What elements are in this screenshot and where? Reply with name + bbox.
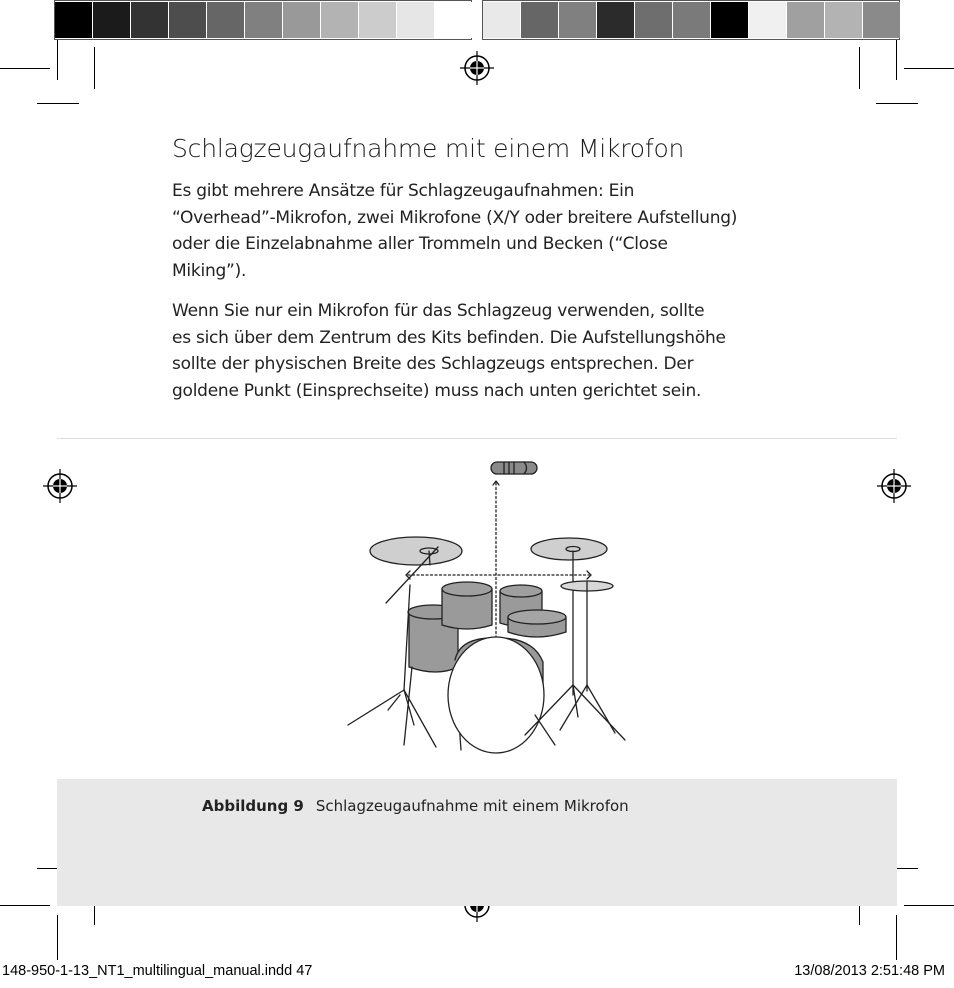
paragraph-line: oder die Einzelabnahme aller Trommeln und Becken (“Close (172, 234, 668, 254)
paragraph-line: sollte der physischen Breite des Schlagzeugs entsprechen. Der (172, 354, 694, 374)
slug-filename: 148-950-1-13_NT1_multilingual_manual.indd 47 (2, 963, 313, 979)
figure-caption-text: Schlagzeugaufnahme mit einem Mikrofon (315, 797, 629, 815)
registration-mark-right (877, 469, 911, 503)
paragraph-line: es sich über dem Zentrum des Kits befinden. Die Aufstellungshöhe (172, 327, 726, 348)
registration-mark-top (460, 51, 494, 85)
paragraph-placement (172, 298, 832, 404)
paragraph-line: Es gibt mehrere Ansätze für Schlagzeugaufnahmen: Ein (172, 181, 635, 201)
microphone-icon (491, 462, 537, 474)
paragraph-line: goldene Punkt (Einsprechseite) muss nach unten gerichtet sein. (172, 380, 702, 401)
slug-datetime: 13/08/2013 2:51:48 PM (794, 963, 945, 979)
paragraph-line: “Overhead”-Mikrofon, zwei Mikrofone (X/Y oder breitere Aufstellung) (172, 207, 738, 228)
drum-kit-illustration (330, 455, 640, 765)
paragraph-line: Wenn Sie nur ein Mikrofon für das Schlagzeug verwenden, sollte (172, 301, 705, 321)
registration-mark-left (43, 469, 77, 503)
paragraph-line: Miking”). (172, 260, 247, 281)
figure-caption (202, 797, 629, 815)
section-divider (57, 438, 897, 439)
figure-label: Abbildung 9 (202, 797, 304, 815)
page-title: Schlagzeugaufnahme mit einem Mikrofon (172, 134, 685, 163)
paragraph-intro (172, 178, 832, 284)
